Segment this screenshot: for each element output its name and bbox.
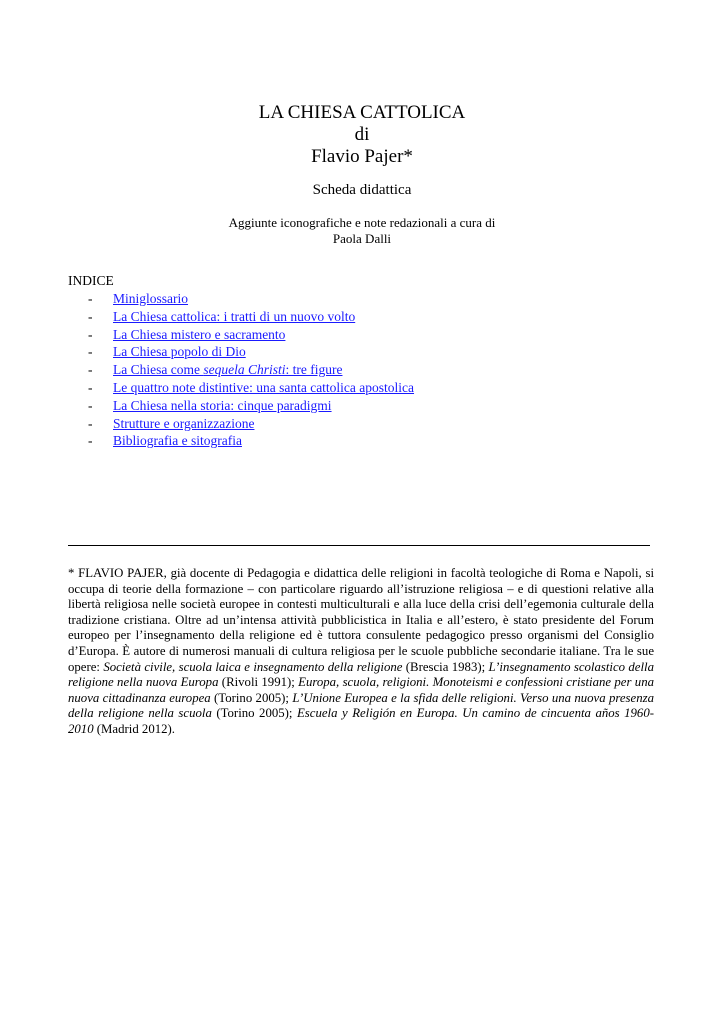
footnote-text-1: * FLAVIO PAJER, già docente di Pedagogia e didattica delle religioni in facoltà teologiche di Roma e Napoli, si occupa di teorie della formazione – con particolare riguardo all’istruzione religiosa – e di questioni relative alla libertà religiosa nelle società europee in contesti multiculturali e alla luce della crisi dell’egemonia culturale della tradizione cristiana. Oltre ad un’intensa attività pubblicistica in Italia e all’estero, è stato presidente del Forum europeo per l’insegnamento della religione ed è tuttora consulente pedagogico presso organismi del Consiglio d’Europa. È autore di numerosi manuali di cultura religiosa per le scuole pubbliche secondarie italiane. Tra le sue opere: (68, 566, 654, 674)
footnote-text-2: (Brescia 1983); (402, 659, 489, 674)
index-item-sequela-christi (68, 361, 343, 379)
link-popolo-di-dio[interactable]: La Chiesa popolo di Dio (113, 344, 246, 360)
title-line-di: di (354, 124, 370, 145)
footnote-text-3: (Rivoli 1991); (218, 675, 299, 690)
credits-line-2: Paola Dalli (332, 231, 392, 246)
credits-line-1: Aggiunte iconografiche e note redazionali a cura di (228, 215, 496, 230)
author-footnote (68, 566, 654, 738)
footnote-text-6: (Madrid 2012). (93, 721, 175, 736)
list-dash: - (88, 344, 93, 360)
link-mistero-sacramento[interactable]: La Chiesa mistero e sacramento (113, 326, 286, 342)
link-sequela-christi[interactable] (113, 361, 342, 379)
title-line-main: LA CHIESA CATTOLICA (258, 102, 466, 123)
list-dash: - (88, 291, 93, 306)
index-item-strutture (68, 415, 255, 433)
index-list (68, 290, 415, 450)
link-text-italic: sequela Christi (203, 362, 286, 378)
footnote-work-4: L’Unione Europea e la sfida delle religioni. Verso una nuova presenza della religione nella scuola (68, 690, 654, 721)
title-line-author: Flavio Pajer* (311, 146, 413, 167)
table-of-contents (68, 272, 415, 450)
list-dash: - (88, 379, 93, 395)
index-item-mistero-sacramento (68, 326, 286, 344)
footnote-work-5: Escuela y Religión en Europa. Un camino de cincuenta años 1960-2010 (68, 706, 654, 736)
index-item-chiesa-cattolica (68, 308, 356, 326)
link-miniglossario[interactable]: Miniglossario (113, 291, 189, 306)
link-chiesa-cattolica[interactable]: La Chiesa cattolica: i tratti di un nuovo volto (113, 308, 356, 324)
footnote-work-2: L’insegnamento scolastico della religione nella nuova Europa (68, 659, 654, 690)
link-text-before: La Chiesa come (113, 362, 204, 378)
link-chiesa-storia[interactable]: La Chiesa nella storia: cinque paradigmi (113, 397, 332, 413)
document-title (0, 102, 724, 168)
footnote-work-1: Società civile, scuola laica e insegnamento della religione (103, 659, 403, 674)
link-text-after: : tre figure (285, 362, 343, 378)
title-block (0, 102, 724, 247)
index-item-bibliografia (68, 432, 242, 450)
index-item-chiesa-storia (68, 397, 332, 415)
index-item-quattro-note (68, 379, 415, 397)
index-item-miniglossario (68, 290, 189, 308)
link-quattro-note[interactable]: Le quattro note distintive: una santa cattolica apostolica (113, 379, 415, 395)
list-dash: - (88, 326, 93, 342)
footnote-text-5: (Torino 2005); (211, 706, 297, 721)
index-item-popolo-di-dio (68, 343, 246, 361)
list-dash: - (88, 415, 93, 431)
list-dash: - (88, 308, 93, 324)
index-heading: INDICE (68, 273, 114, 288)
link-strutture[interactable]: Strutture e organizzazione (113, 415, 255, 431)
list-dash: - (88, 397, 93, 413)
list-dash: - (88, 362, 93, 378)
footnote-separator (68, 545, 650, 546)
document-subtitle: Scheda didattica (312, 182, 412, 198)
list-dash: - (88, 433, 93, 449)
credits (0, 215, 724, 247)
link-bibliografia[interactable]: Bibliografia e sitografia (113, 433, 242, 449)
footnote-text-4: (Torino 2005); (210, 690, 293, 705)
footnote-work-3: Europa, scuola, religioni. Monoteismi e confessioni cristiane per una nuova cittadinanza europea (68, 675, 654, 705)
